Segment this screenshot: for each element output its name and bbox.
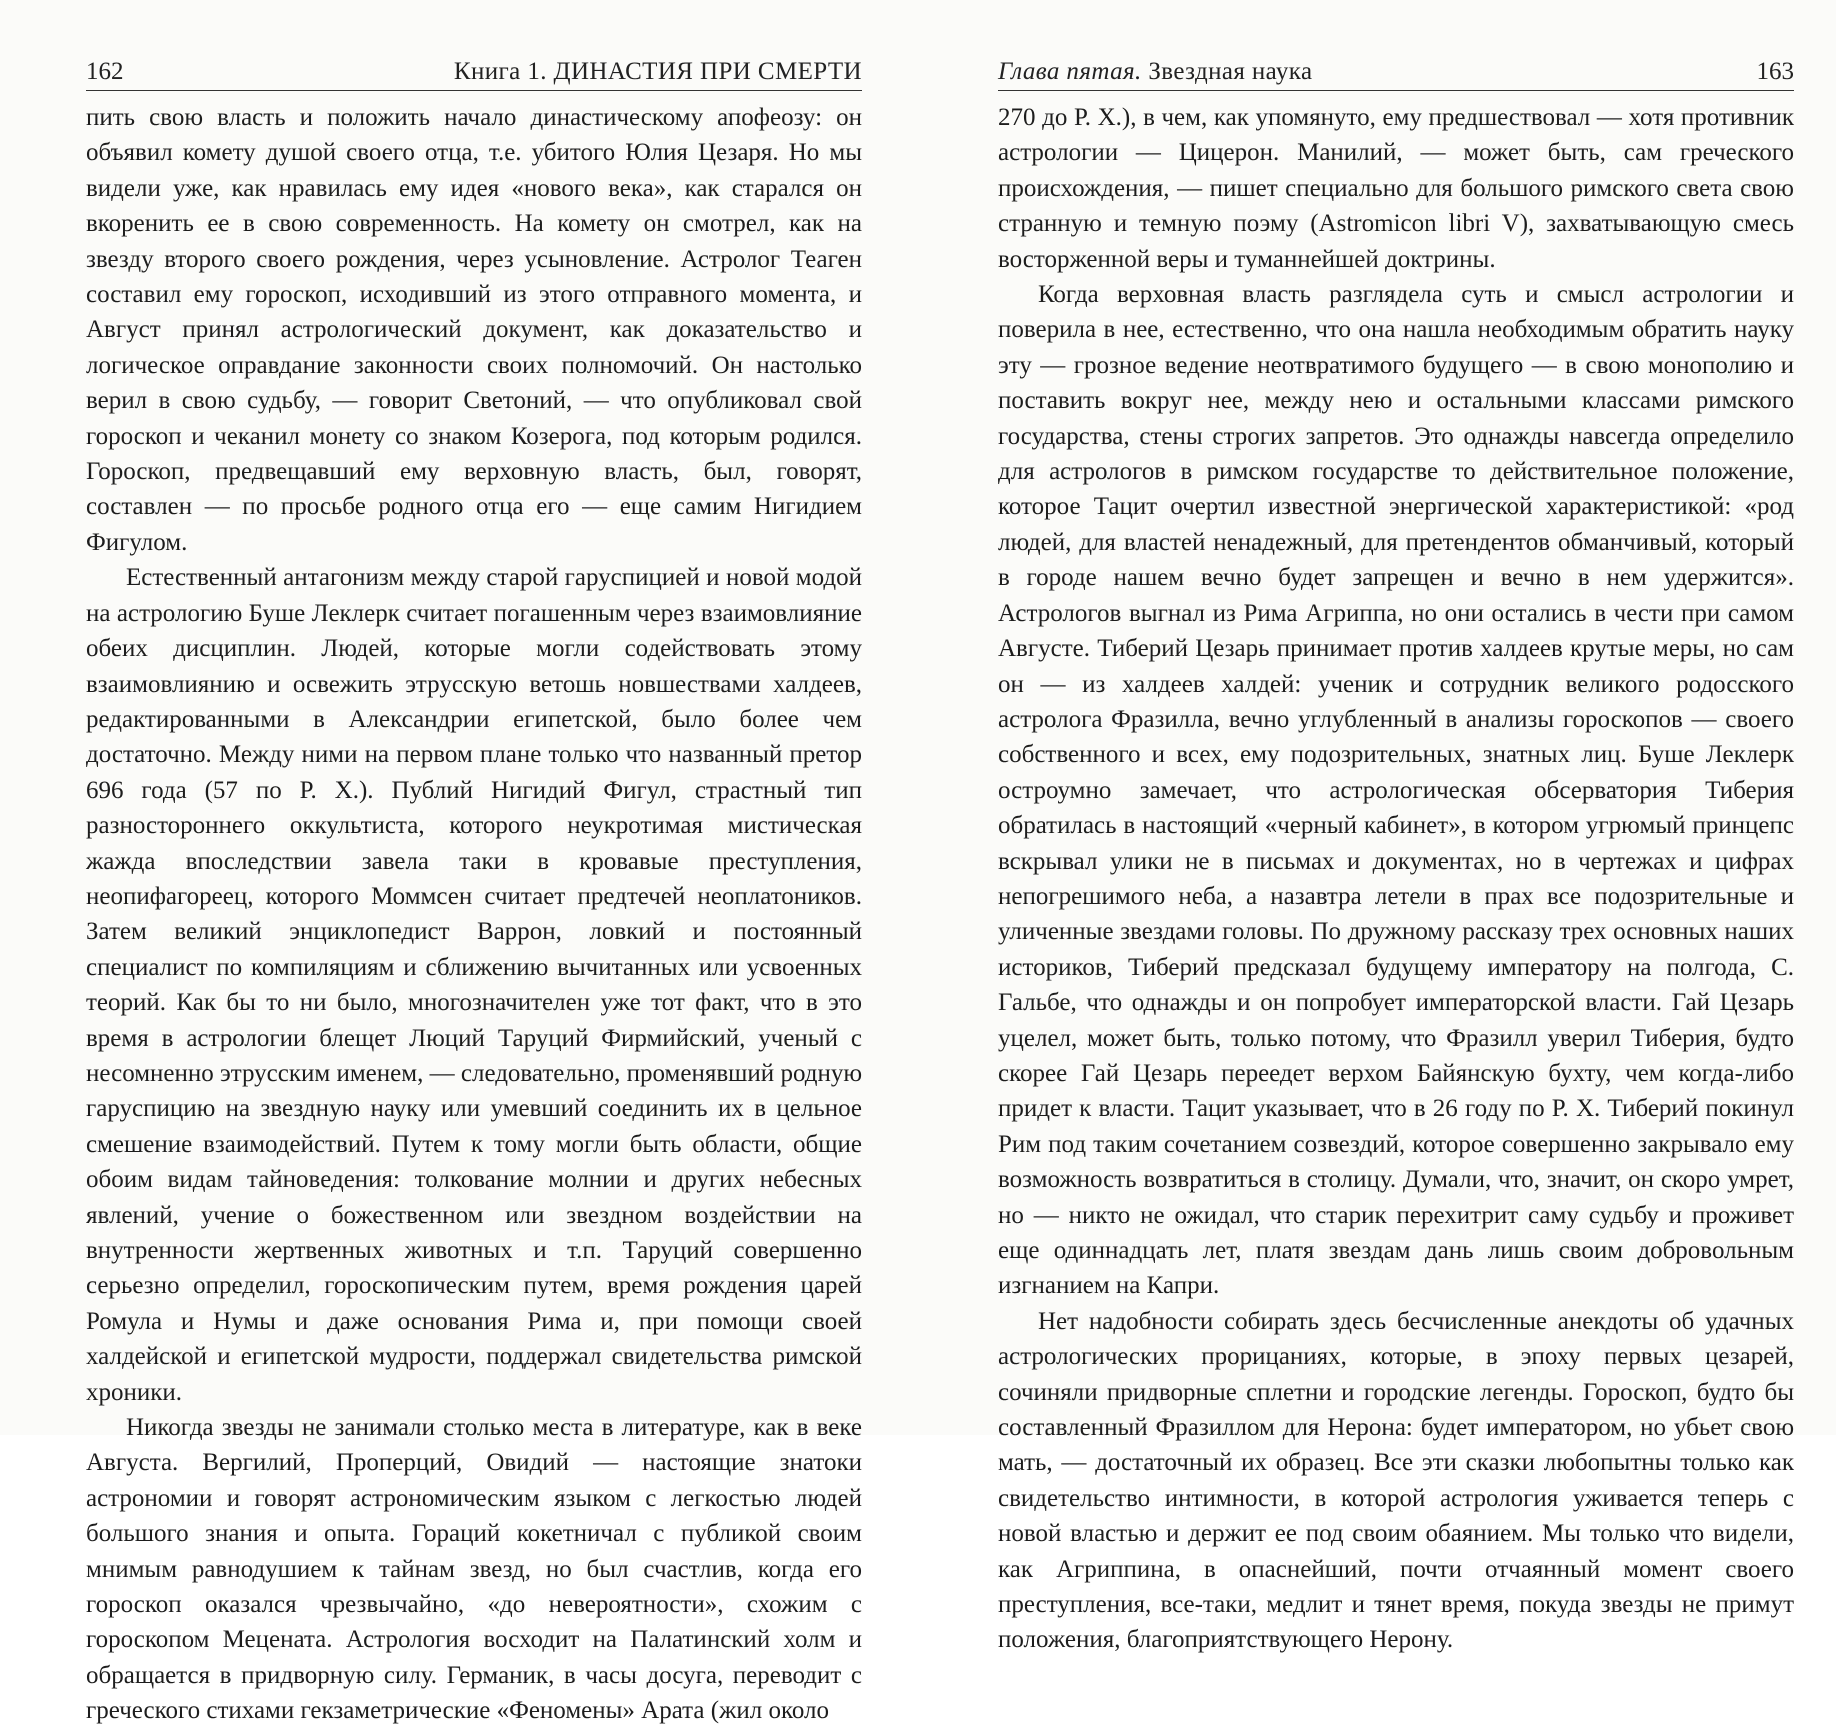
left-body-text [86, 100, 862, 1729]
left-book-title: Книга 1. ДИНАСТИЯ ПРИ СМЕРТИ [453, 58, 862, 85]
right-chapter-name: Звездная наука [1148, 58, 1313, 85]
right-running-head [998, 56, 1794, 92]
left-paragraph-1: пить свою власть и положить начало династическому апофеозу: он объявил комету душой своего отца, т.е. убитого Юлия Цезаря. Но мы видели уже, как нравилась ему идея «нового века», как старался он вкоренить ее в свою современность. На комету он смотрел, как на звезду второго своего рождения, через усыновление. Астролог Теаген составил ему гороскоп, исходивший из этого отправного момента, и Август принял астрологический документ, как доказательство и логическое оправдание законности своих полномочий. Он настолько верил в свою судьбу, — говорит Светоний, — что опубликовал свой гороскоп и чеканил монету со знаком Козерога, под которым родился. Гороскоп, предвещавший ему верховную власть, был, говорят, составлен — по просьбе родного отца его — еще самим Нигидием Фигулом. [86, 104, 862, 556]
right-paragraph-1: 270 до Р. Х.), в чем, как упомянуто, ему предшествовал — хотя противник астрологии — Цицерон. Манилий, — может быть, сам греческого происхождения, — пишет специально для большого римского света свою странную и темную поэму (Astromicon libri V), захватывающую смесь восторженной веры и туманнейшей доктрины. [998, 104, 1794, 273]
left-header-rule [86, 90, 862, 91]
right-body-text [998, 100, 1794, 1658]
right-paragraph-3: Нет надобности собирать здесь бесчисленные анекдоты об удачных астрологических прорицаниях, которые, в эпоху первых цезарей, сочиняли придворные сплетни и городские легенды. Гороскоп, будто бы составленный Фразиллом для Нерона: будет императором, но убьет свою мать, — достаточный их образец. Все эти сказки любопытны только как свидетельство интимности, в которой астрология уживается теперь с новой властью и держит ее под своим обаянием. Мы только что видели, как Агриппина, в опаснейший, почти отчаянный момент своего преступления, все-таки, медлит и тянет время, покуда звезды не примут положения, благоприятствующего Нерону. [998, 1307, 1794, 1654]
right-page [918, 0, 1836, 1654]
left-page [0, 0, 918, 1725]
left-page-number: 162 [86, 58, 124, 85]
right-header-rule [998, 90, 1794, 91]
right-chapter-title [998, 56, 1312, 88]
right-chapter-number: Глава пятая. [998, 58, 1142, 85]
right-page-number: 163 [1756, 58, 1794, 85]
left-running-head [86, 56, 862, 92]
right-paragraph-2: Когда верховная власть разглядела суть и смысл астрологии и поверила в нее, естественно, что она нашла необходимым обратить науку эту — грозное ведение неотвратимого будущего — в свою монополию и поставить вокруг нее, между нею и остальными классами римского государства, стены строгих запретов. Это однажды навсегда определило для астрологов в римском государстве то действительное положение, которое Тацит очертил известной энергической характеристикой: «род людей, для властей ненадежный, для претендентов обманчивый, который в городе нашем вечно будет запрещен и вечно в нем удержится». Астрологов выгнал из Рима Агриппа, но они остались в чести при самом Августе. Тиберий Цезарь принимает против халдеев крутые меры, но сам он — из халдеев халдей: ученик и сотрудник великого родосского астролога Фразилла, вечно углубленный в анализы гороскопов — своего собственного и всех, ему подозрительных, знатных лиц. Буше Леклерк остроумно замечает, что астрологическая обсерватория Тиберия обратилась в настоящий «черный кабинет», в котором угрюмый принцепс вскрывал улики не в письмах и документах, но в чертежах и цифрах непогрешимого неба, а назавтра летели в прах все подозрительные и уличенные звездами головы. По дружному рассказу трех основных наших историков, Тиберий предсказал будущему императору на полгода, С. Гальбе, что однажды и он попробует императорской власти. Гай Цезарь уцелел, может быть, только потому, что Фразилл уверил Тиберия, будто скорее Гай Цезарь переедет верхом Байянскую бухту, чем когда-либо придет к власти. Тацит указывает, что в 26 году по Р. Х. Тиберий покинул Рим под таким сочетанием созвездий, которое совершенно закрывало ему возможность возвратиться в столицу. Думали, что, значит, он скоро умрет, но — никто не ожидал, что старик перехитрит саму судьбу и проживет еще одиннадцать лет, платя звездам дань лишь своим добровольным изгнанием на Капри. [998, 281, 1794, 1300]
left-paragraph-3: Никогда звезды не занимали столько места в литературе, как в веке Августа. Вергилий, Проперций, Овидий — настоящие знатоки астрономии и говорят астрономическим языком с легкостью людей большого знания и опыта. Гораций кокетничал с публикой своим мнимым равнодушием к тайнам звезд, но был счастлив, когда его гороскоп оказался чрезвычайно, «до невероятности», схожим с гороскопом Мецената. Астрология восходит на Палатинский холм и обращается в придворную силу. Германик, в часы досуга, переводит с греческого стихами гекзаметрические «Феномены» Арата (жил около [86, 1414, 862, 1725]
left-paragraph-2: Естественный антагонизм между старой гаруспицией и новой модой на астрологию Буше Леклерк считает погашенным через взаимовлияние обеих дисциплин. Людей, которые могли содействовать этому взаимовлиянию и освежить этрусскую ветошь новшествами халдеев, редактированными в Александрии египетской, было более чем достаточно. Между ними на первом плане только что названный претор 696 года (57 по Р. Х.). Публий Нигидий Фигул, страстный тип разностороннего оккультиста, которого неукротимая мистическая жажда впоследствии завела таки в кровавые преступления, неопифагореец, которого Моммсен считает предтечей неоплатоников. Затем великий энциклопедист Варрон, ловкий и постоянный специалист по компиляциям и сближению вычитанных или усвоенных теорий. Как бы то ни было, многозначителен уже тот факт, что в это время в астрологии блещет Люций Таруций Фирмийский, ученый с несомненно этрусским именем, — следовательно, променявший родную гаруспицию на звездную науку или умевший соединить их в цельное смешение взаимодействий. Путем к тому могли быть области, общие обоим видам тайноведения: толкование молнии и других небесных явлений, учение о божественном или звездном воздействии на внутренности жертвенных животных и т.п. Таруций совершенно серьезно определил, гороскопическим путем, время рождения царей Ромула и Нумы и даже основания Рима и, при помощи своей халдейской и египетской мудрости, поддержал свидетельства римской хроники. [86, 564, 862, 1406]
